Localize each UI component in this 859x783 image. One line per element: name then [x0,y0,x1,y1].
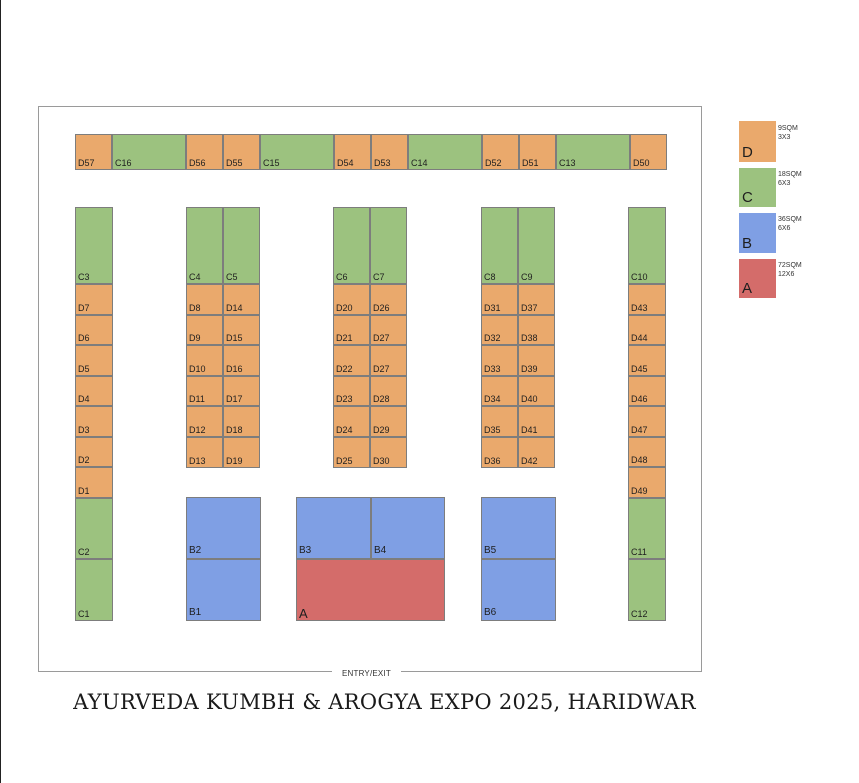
booth-label: C1 [78,609,90,619]
booth-d9 [186,315,223,345]
booth-d52 [482,134,519,170]
booth-d32 [481,315,518,345]
booth-b4 [371,497,445,559]
legend-area: 18SQM [778,171,802,178]
booth-label: C15 [263,158,280,168]
booth-b6 [481,559,556,621]
legend-text-d [778,124,798,142]
booth-label: D32 [484,333,501,343]
booth-label: D53 [374,158,391,168]
booth-d20 [333,284,370,315]
booth-d42 [518,437,555,468]
legend-swatch-b [739,213,776,253]
booth-c14 [408,134,482,170]
booth-d6 [75,315,113,345]
booth-b1 [186,559,261,621]
booth-label: D9 [189,333,201,343]
booth-label: B6 [484,607,497,618]
legend-text-b [778,215,802,233]
booth-label: D25 [336,456,353,466]
booth-label: D4 [78,394,90,404]
booth-d57 [75,134,112,170]
booth-d34 [481,376,518,406]
booth-c3 [75,207,113,284]
booth-d41 [518,406,555,437]
booth-label: D26 [373,303,390,313]
legend-area: 36SQM [778,216,802,223]
booth-label: C7 [373,272,385,282]
booth-label: D40 [521,394,538,404]
booth-d46 [628,376,666,406]
booth-d44 [628,315,666,345]
booth-d36 [481,437,518,468]
booth-d14 [223,284,260,315]
booth-c2 [75,498,113,559]
booth-d45 [628,345,666,376]
booth-label: B5 [484,545,497,556]
booth-d35 [481,406,518,437]
booth-d27 [370,345,407,376]
legend-swatch-d [739,121,776,162]
booth-d27 [370,315,407,345]
booth-d23 [333,376,370,406]
booth-label: D10 [189,364,206,374]
booth-label: C14 [411,158,428,168]
booth-label: C9 [521,272,533,282]
booth-d18 [223,406,260,437]
booth-label: D29 [373,425,390,435]
booth-label: D54 [337,158,354,168]
legend-letter: B [742,235,753,252]
booth-d19 [223,437,260,468]
booth-d56 [186,134,223,170]
booth-d22 [333,345,370,376]
booth-d7 [75,284,113,315]
booth-label: D50 [633,158,650,168]
booth-label: D21 [336,333,353,343]
booth-d17 [223,376,260,406]
legend-letter: D [742,144,753,161]
booth-b2 [186,497,261,559]
booth-b5 [481,497,556,559]
booth-d10 [186,345,223,376]
booth-label: C11 [631,547,647,557]
booth-label: D57 [78,158,95,168]
booth-label: D13 [189,456,206,466]
booth-label: C2 [78,547,90,557]
booth-label: D55 [226,158,243,168]
booth-label: C3 [78,272,90,282]
page-title: AYURVEDA KUMBH & AROGYA EXPO 2025, HARIDWAR [73,690,696,714]
booth-d38 [518,315,555,345]
booth-c6 [333,207,370,284]
booth-label: C10 [631,272,648,282]
legend-swatch-c [739,168,776,207]
booth-d39 [518,345,555,376]
booth-c13 [556,134,630,170]
booth-label: D2 [78,455,90,465]
booth-c11 [628,498,666,559]
booth-c10 [628,207,666,284]
booth-d50 [630,134,667,170]
booth-label: D38 [521,333,538,343]
booth-a [296,559,445,621]
booth-d24 [333,406,370,437]
booth-d26 [370,284,407,315]
booth-d43 [628,284,666,315]
booth-d2 [75,437,113,467]
booth-d33 [481,345,518,376]
booth-label: D37 [521,303,538,313]
booth-d11 [186,376,223,406]
booth-label: D1 [78,486,90,496]
booth-label: D34 [484,394,501,404]
booth-label: C4 [189,272,201,282]
booth-label: D33 [484,364,501,374]
booth-d49 [628,467,666,498]
booth-d54 [334,134,371,170]
legend-swatch-a [739,259,776,298]
booth-label: B4 [374,545,387,556]
booth-label: D44 [631,333,648,343]
legend-area: 9SQM [778,125,798,132]
booth-d31 [481,284,518,315]
booth-label: D39 [521,364,538,374]
legend-dims: 3X3 [778,134,791,141]
booth-label: B1 [189,607,202,618]
booth-label: D5 [78,364,90,374]
booth-label: D24 [336,425,353,435]
booth-label: D8 [189,303,201,313]
booth-d25 [333,437,370,468]
booth-label: D6 [78,333,90,343]
booth-label: C8 [484,272,496,282]
booth-d37 [518,284,555,315]
booth-label: D28 [373,394,390,404]
booth-d28 [370,376,407,406]
left-edge-line [0,0,1,783]
booth-c16 [112,134,186,170]
booth-c5 [223,207,260,284]
booth-d13 [186,437,223,468]
booth-c4 [186,207,223,284]
booth-d4 [75,376,113,406]
booth-label: D56 [189,158,206,168]
booth-label: D46 [631,394,648,404]
booth-label: D49 [631,486,648,496]
booth-d1 [75,467,113,498]
booth-label: D36 [484,456,501,466]
booth-label: D48 [631,455,648,465]
booth-label: B2 [189,545,202,556]
booth-label: C13 [559,158,576,168]
legend-text-a [778,261,802,279]
booth-label: D51 [522,158,539,168]
booth-label: D20 [336,303,353,313]
booth-label: D35 [484,425,501,435]
booth-label: C12 [631,609,648,619]
booth-c12 [628,559,666,621]
booth-d29 [370,406,407,437]
booth-label: D19 [226,456,243,466]
booth-c7 [370,207,407,284]
booth-d3 [75,406,113,437]
booth-label: D27 [373,333,390,343]
booth-label: D43 [631,303,648,313]
booth-label: D31 [484,303,501,313]
booth-c8 [481,207,518,284]
booth-d16 [223,345,260,376]
booth-d5 [75,345,113,376]
booth-label: D18 [226,425,243,435]
booth-c15 [260,134,334,170]
legend-letter: C [742,189,753,206]
legend-area: 72SQM [778,262,802,269]
booth-label: D42 [521,456,538,466]
booth-label: D17 [226,394,243,404]
booth-d53 [371,134,408,170]
booth-label: D45 [631,364,648,374]
booth-label: A [299,606,308,621]
booth-d55 [223,134,260,170]
legend-dims: 12X6 [778,271,795,278]
booth-label: D16 [226,364,243,374]
booth-d12 [186,406,223,437]
booth-label: C16 [115,158,132,168]
booth-label: D11 [189,394,205,404]
booth-label: D30 [373,456,390,466]
booth-label: D15 [226,333,243,343]
booth-d15 [223,315,260,345]
booth-label: C6 [336,272,348,282]
booth-d48 [628,437,666,467]
booth-d21 [333,315,370,345]
booth-label: D3 [78,425,90,435]
booth-d40 [518,376,555,406]
booth-label: D27 [373,364,390,374]
legend-letter: A [742,280,753,297]
legend-dims: 6X3 [778,180,791,187]
booth-label: B3 [299,545,312,556]
booth-b3 [296,497,371,559]
legend-text-c [778,170,802,188]
booth-label: D23 [336,394,353,404]
booth-label: C5 [226,272,238,282]
booth-c9 [518,207,555,284]
booth-d8 [186,284,223,315]
booth-label: D41 [521,425,538,435]
booth-d51 [519,134,556,170]
booth-label: D12 [189,425,206,435]
entry-exit-label: ENTRY/EXIT [332,669,401,678]
booth-label: D7 [78,303,90,313]
booth-label: D47 [631,425,648,435]
booth-label: D52 [485,158,502,168]
booth-d30 [370,437,407,468]
booth-label: D22 [336,364,353,374]
booth-label: D14 [226,303,243,313]
booth-d47 [628,406,666,437]
legend-dims: 6X6 [778,225,791,232]
booth-c1 [75,559,113,621]
